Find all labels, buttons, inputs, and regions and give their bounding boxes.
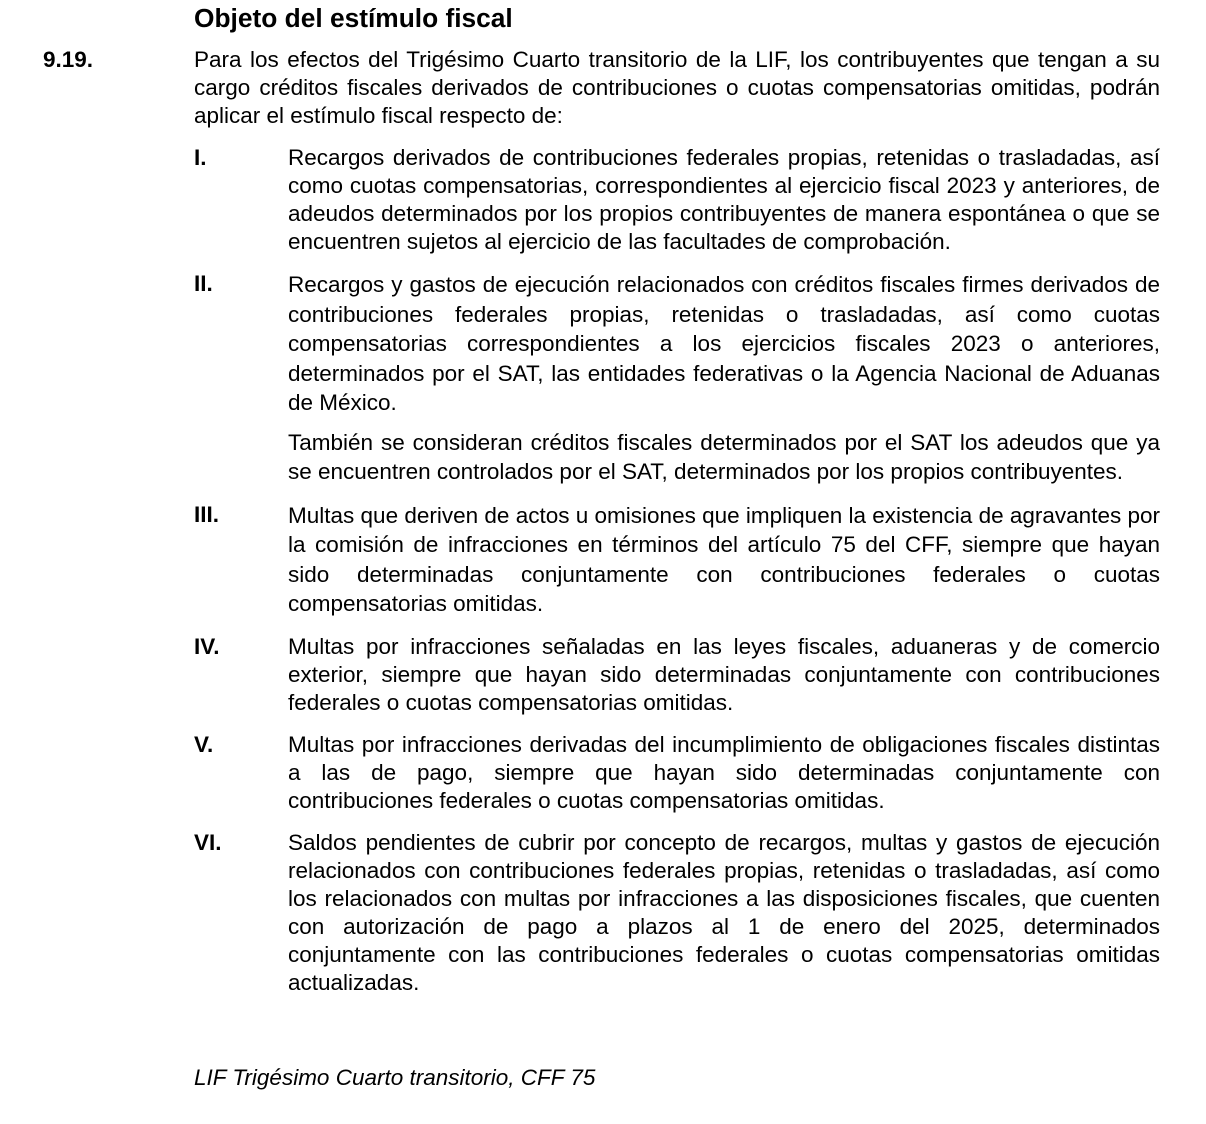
- fraction-v: [194, 731, 1160, 815]
- fraction-ii: [194, 270, 1160, 487]
- fractions-list: [194, 144, 1160, 1011]
- rule-number: 9.19.: [43, 47, 94, 72]
- fraction-paragraph: Recargos derivados de contribuciones federales propias, retenidas o trasladadas, así como cuotas compensatorias, correspondientes al ejercicio fiscal 2023 y anteriores, de adeudos determinados por los propios contribuyentes de manera espontánea o que se encuentren sujetos al ejercicio de las facultades de comprobación.: [288, 145, 1160, 254]
- fraction-paragraph: Multas que deriven de actos u omisiones que impliquen la existencia de agravantes por la comisión de infracciones en términos del artículo 75 del CFF, siempre que hayan sido determinadas conjuntamente con contribuciones federales o cuotas compensatorias omitidas.: [288, 502, 1160, 616]
- rule-heading: Objeto del estímulo fiscal: [194, 3, 513, 33]
- fraction-paragraph: Multas por infracciones derivadas del incumplimiento de obligaciones fiscales distintas a las de pago, siempre que hayan sido determinadas conjuntamente con contribuciones federales o cuotas compensatorias omitidas.: [288, 731, 1160, 813]
- fraction-numeral: V.: [194, 731, 214, 757]
- legal-citation: LIF Trigésimo Cuarto transitorio, CFF 75: [194, 1065, 596, 1090]
- fraction-paragraph: También se consideran créditos fiscales determinados por el SAT los adeudos que ya se encuentren controlados por el SAT, determinados por los propios contribuyentes.: [288, 429, 1160, 484]
- rule-intro: Para los efectos del Trigésimo Cuarto transitorio de la LIF, los contribuyentes que tengan a su cargo créditos fiscales derivados de contribuciones o cuotas compensatorias omitidas, podrán aplicar el estímulo fiscal respecto de:: [194, 47, 1160, 128]
- fraction-body: [288, 731, 1160, 815]
- fraction-body: [288, 270, 1160, 487]
- fraction-body: [288, 501, 1160, 619]
- fraction-numeral: VI.: [194, 829, 222, 855]
- fraction-body: [288, 633, 1160, 717]
- fraction-paragraph: Saldos pendientes de cubrir por concepto de recargos, multas y gastos de ejecución relacionados con contribuciones federales propias, retenidas o trasladadas, así como los relacionados con multas por infracciones a las disposiciones fiscales, que cuenten con autorización de pago a plazos al 1 de enero del 2025, determinados conjuntamente con las contribuciones federales o cuotas compensatorias omitidas actualizadas.: [288, 829, 1160, 995]
- fraction-iv: [194, 633, 1160, 717]
- fraction-i: [194, 144, 1160, 256]
- fraction-numeral: I.: [194, 145, 207, 170]
- fraction-numeral: III.: [194, 501, 220, 527]
- fraction-numeral: II.: [194, 271, 213, 296]
- fraction-iii: [194, 501, 1160, 619]
- fraction-body: [288, 829, 1160, 997]
- fraction-vi: [194, 829, 1160, 997]
- fraction-numeral: IV.: [194, 633, 220, 659]
- fraction-paragraph: Multas por infracciones señaladas en las leyes fiscales, aduaneras y de comercio exterior, siempre que hayan sido determinadas conjuntamente con contribuciones federales o cuotas compensatorias omitidas.: [288, 633, 1160, 715]
- fraction-body: [288, 144, 1160, 256]
- fraction-paragraph: Recargos y gastos de ejecución relacionados con créditos fiscales firmes derivados de contribuciones federales propias, retenidas o trasladadas, así como cuotas compensatorias correspondientes a los ejercicios fiscales 2023 o anteriores, determinados por el SAT, las entidades federativas o la Agencia Nacional de Aduanas de México.: [288, 272, 1160, 415]
